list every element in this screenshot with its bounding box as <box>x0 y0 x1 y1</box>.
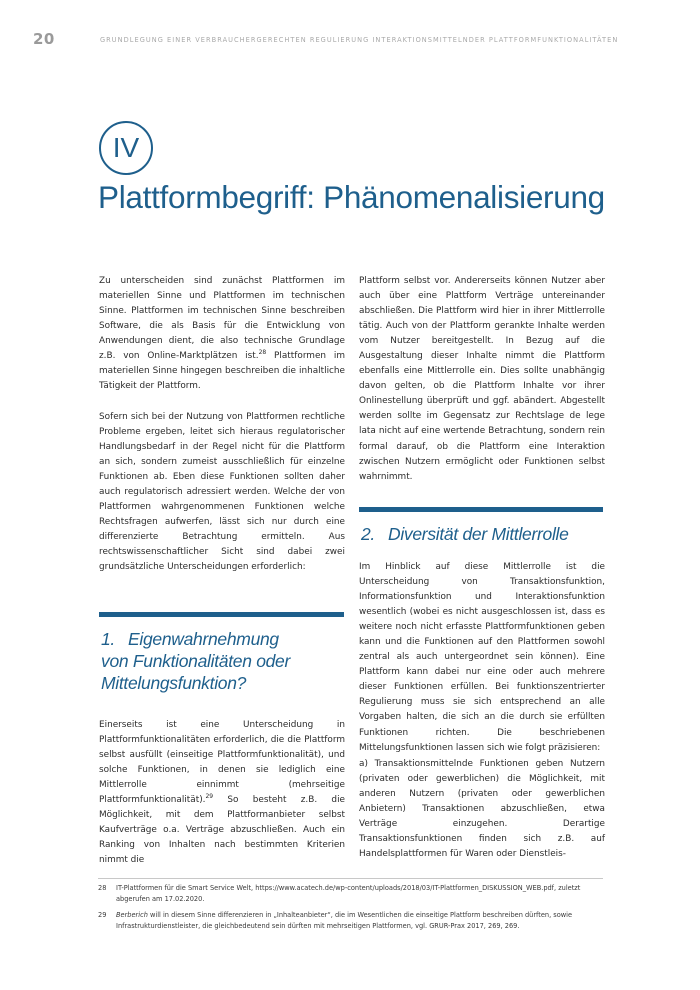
right-column-paragraph-3 <box>359 757 605 862</box>
running-header: GRUNDLEGUNG EINER VERBRAUCHERGERECHTEN REGULIERUNG INTERAKTIONSMITTELNDER PLATTFORMFUNKTIONALITÄTEN <box>100 36 619 44</box>
body-paragraph: Im Hinblick auf diese Mittlerrolle ist die Unterscheidung von Transaktionsfunktion, Informationsfunktion und Interaktionsfunktion wesentlich (wobei es nicht ausgeschlossen ist, dass es weitere noch nicht erfasste Plattformfunktionen geben kann und die Funktionen auf den Plattformen sowohl zentral als auch untergeordnet sein können). Eine Plattform kann dabei nur eine oder auch mehrere dieser Funktionen erfüllen. Bei funktionszentrierter Regulierung muss sie sich entsprechend an alle Vorgaben halten, die sich an die durch sie erfüllten Funktionen richten. Die beschriebenen Mittelungsfunktionen lassen sich wie folgt präzisieren: <box>359 562 605 753</box>
left-column-paragraph-2 <box>99 410 345 576</box>
body-paragraph: Sofern sich bei der Nutzung von Plattformen rechtliche Probleme ergeben, leitet sich hieraus regulatorischer Handlungsbedarf in der Regel nicht für die Plattform an sich, sondern zumeist ausschließlich für einzelne Funktionen ab. Eben diese Funktionen sollten daher auch regulatorisch adressiert werden. Welche der von Plattformen wahrgenommenen Funktionen welche Rechtsfragen aufwerfen, lässt sich nur durch eine differenzierte Betrachtung ermitteln. Aus rechtswissenschaftlicher Sicht sind dabei zwei grundsätzliche Unterscheidungen erforderlich: <box>99 412 345 573</box>
body-paragraph: a) Transaktionsmittelnde Funktionen geben Nutzern (privaten oder gewerblichen) die Möglichkeit, mit anderen Nutzern (privaten oder gewerblichen Anbietern) Transaktionen abzuschließen, etwa Verträge einzugehen. Derartige Transaktionsfunktionen finden sich z.B. auf Handelsplattformen für Waren oder Dienstleis- <box>359 759 605 860</box>
left-column-paragraph-3 <box>99 718 345 868</box>
left-column <box>99 274 345 394</box>
section-divider <box>99 612 344 617</box>
footnote-ref[interactable]: 29 <box>205 793 214 801</box>
footnote-divider <box>98 878 603 879</box>
body-paragraph: Zu unterscheiden sind zunächst Plattformen im materiellen Sinne und Plattformen im technischen Sinne. Plattformen im technischen Sinne beschreiben Software, die als Basis für die Entwicklung von Anwendungen dient, die also technische Grundlage z.B. von Online-Marktplätzen ist.$^{28}$ Plattformen im materiellen Sinne hingegen beschreiben die inhaltliche Tätigkeit der Plattform. <box>99 276 345 392</box>
footnote-text: Berberich will in diesem Sinne differenzieren in „Inhalteanbieter“, die im Wesentlichen die einseitige Plattform beschreiben dürften, sowie Infrastrukturdienstleister, die gleichbedeutend sein dürften mit mehrseitigen Plattformen, vgl. GRUR-Prax 2017, 269, 269. <box>116 911 573 930</box>
section-divider <box>359 507 603 512</box>
section-heading-2: 2. Diversität der Mittlerrolle <box>361 524 569 544</box>
chapter-numeral: IV <box>112 132 140 163</box>
page-number: 20 <box>33 30 55 48</box>
footnote-ref[interactable]: 28 <box>258 349 267 357</box>
section-number: 2. <box>361 524 375 544</box>
chapter-title: Plattformbegriff: Phänomenalisierung <box>98 179 605 215</box>
right-column-paragraph-2 <box>359 560 605 756</box>
body-paragraph: Einerseits ist eine Unterscheidung in Plattformfunktionalitäten erforderlich, die die Plattform selbst ausfüllt (einseitige Plattformfunktionalität), und solche Funktionen, in denen sie lediglich eine Mittlerrolle einnimmt (mehrseitige Plattformfunktionalität).$^{29}$ So besteht z.B. die Möglichkeit, mit dem Plattformanbieter selbst Kaufverträge o.a. Verträge abzuschließen. Auch ein Ranking von Inhalten nach bestimmten Kriterien nimmt die <box>99 720 345 866</box>
chapter-number-badge <box>99 121 153 175</box>
footnote-number: 29 <box>98 911 107 919</box>
footnote-number: 28 <box>98 884 107 892</box>
footnote-28 <box>98 883 603 905</box>
section-number: 1. <box>101 629 115 649</box>
footnote-text: IT-Plattformen für die Smart Service Welt, https://www.acatech.de/wp-content/uploads/2018/03/IT-Plattformen_DISKUSSION_WEB.pdf, zuletzt abgerufen am 17.02.2020. <box>116 884 581 903</box>
section-heading-1: 1. Eigenwahrnehmung von Funktionalitäten oder Mittelungsfunktion? <box>101 629 291 693</box>
footnote-29 <box>98 910 603 932</box>
right-column <box>359 274 605 485</box>
body-paragraph: Plattform selbst vor. Andererseits können Nutzer aber auch über eine Plattform Verträge untereinander abschließen. Die Plattform wird hier in ihrer Mittlerrolle tätig. Auch von der Plattform gerankte Inhalte werden vom Nutzer bereitgestellt. In Bezug auf die Ausgestaltung dieser Inhalte nimmt die Plattform ebenfalls eine Mittlerrolle ein. Dies sollte unabhängig davon gelten, ob die Plattform Inhalte vor ihrer Onlinestellung überprüft und ggf. abändert. Abgestellt werden sollte im Gegensatz zur Rechtslage de lege lata nicht auf eine wertende Betrachtung, sondern rein formal darauf, ob die Plattform eine Interaktion zwischen Nutzern ermöglicht oder Funktionen selbst wahrnimmt. <box>359 276 605 482</box>
